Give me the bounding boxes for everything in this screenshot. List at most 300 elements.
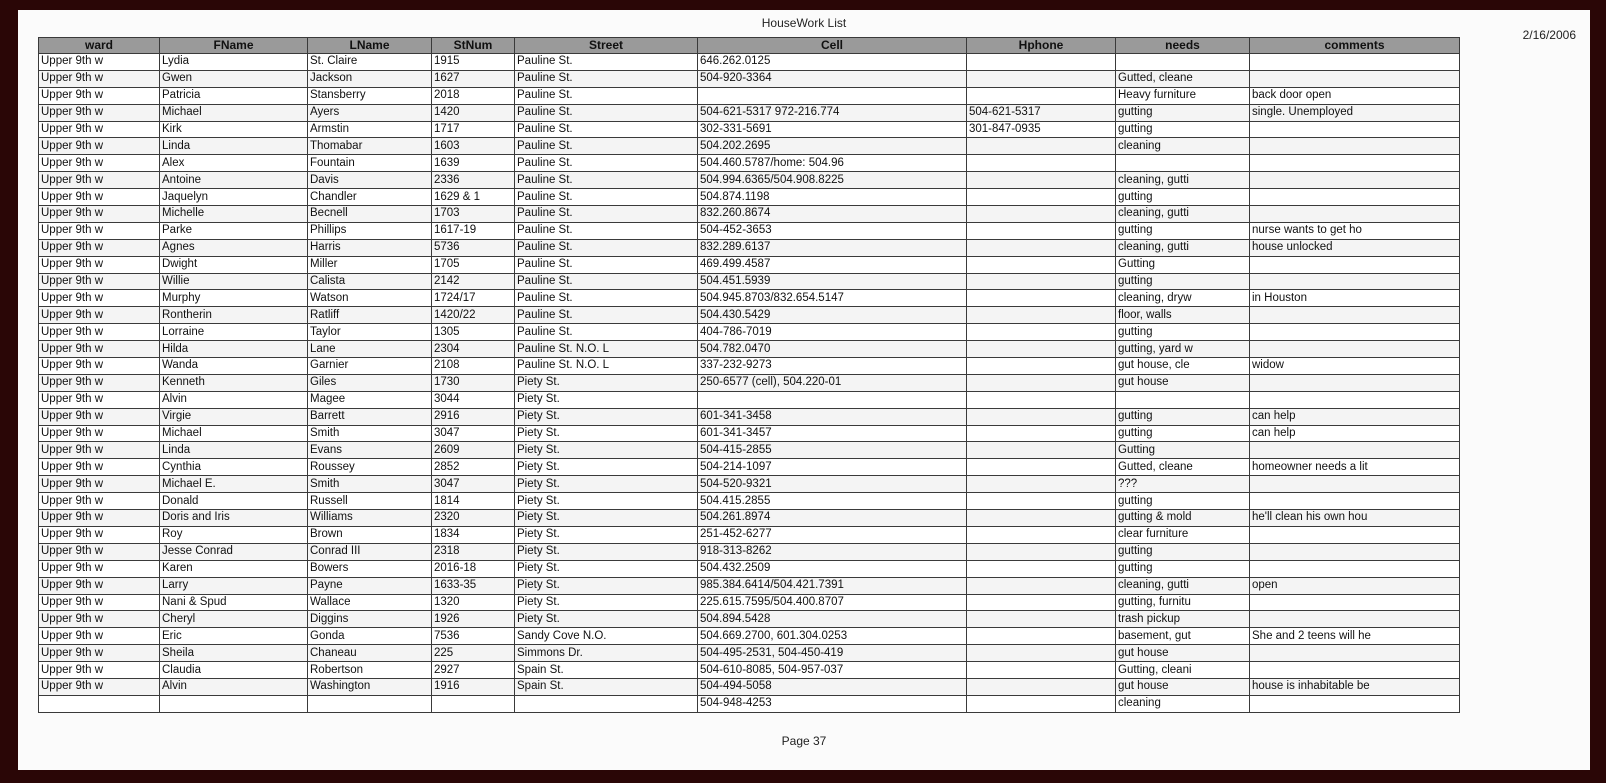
cell-hphone <box>967 425 1116 442</box>
cell-hphone <box>967 662 1116 679</box>
cell-cell: 251-452-6277 <box>698 526 967 543</box>
cell-fname: Lorraine <box>160 324 308 341</box>
cell-needs: gutting, yard w <box>1116 341 1250 358</box>
cell-comments: house is inhabitable be <box>1250 678 1460 695</box>
cell-street: Pauline St. <box>515 273 698 290</box>
cell-needs: Gutting <box>1116 256 1250 273</box>
cell-hphone <box>967 256 1116 273</box>
cell-street: Pauline St. <box>515 324 698 341</box>
cell-ward: Upper 9th w <box>39 543 160 560</box>
cell-fname: Jaquelyn <box>160 189 308 206</box>
cell-street: Piety St. <box>515 510 698 527</box>
document-page <box>18 10 1590 770</box>
cell-ward: Upper 9th w <box>39 358 160 375</box>
cell-lname: Davis <box>308 172 432 189</box>
cell-stnum: 2016-18 <box>432 560 515 577</box>
cell-hphone <box>967 476 1116 493</box>
cell-fname <box>160 695 308 712</box>
cell-comments: homeowner needs a lit <box>1250 459 1460 476</box>
cell-ward <box>39 695 160 712</box>
cell-needs: Gutting, cleani <box>1116 662 1250 679</box>
cell-fname: Alvin <box>160 391 308 408</box>
cell-ward: Upper 9th w <box>39 155 160 172</box>
table-row <box>39 104 1460 121</box>
cell-comments <box>1250 307 1460 324</box>
cell-fname: Parke <box>160 222 308 239</box>
cell-needs: Gutting <box>1116 442 1250 459</box>
cell-comments <box>1250 442 1460 459</box>
cell-cell <box>698 391 967 408</box>
cell-stnum: 1814 <box>432 493 515 510</box>
cell-street: Piety St. <box>515 577 698 594</box>
cell-cell: 504.894.5428 <box>698 611 967 628</box>
cell-cell: 504-920-3364 <box>698 70 967 87</box>
cell-needs <box>1116 155 1250 172</box>
table-row <box>39 324 1460 341</box>
cell-hphone <box>967 560 1116 577</box>
table-row <box>39 560 1460 577</box>
cell-lname: Chaneau <box>308 645 432 662</box>
cell-street: Piety St. <box>515 391 698 408</box>
cell-cell <box>698 87 967 104</box>
cell-street: Pauline St. <box>515 121 698 138</box>
cell-needs: cleaning <box>1116 138 1250 155</box>
cell-cell: 504-494-5058 <box>698 678 967 695</box>
cell-cell: 504-621-5317 972-216.774 <box>698 104 967 121</box>
cell-hphone <box>967 324 1116 341</box>
cell-stnum: 2108 <box>432 358 515 375</box>
cell-street: Pauline St. <box>515 206 698 223</box>
cell-comments <box>1250 138 1460 155</box>
table-row <box>39 70 1460 87</box>
cell-stnum: 2916 <box>432 408 515 425</box>
cell-lname: Barrett <box>308 408 432 425</box>
cell-lname: Gonda <box>308 628 432 645</box>
cell-street: Piety St. <box>515 543 698 560</box>
cell-comments <box>1250 476 1460 493</box>
cell-ward: Upper 9th w <box>39 442 160 459</box>
cell-lname: Williams <box>308 510 432 527</box>
cell-hphone: 504-621-5317 <box>967 104 1116 121</box>
cell-stnum: 1420 <box>432 104 515 121</box>
cell-stnum: 2336 <box>432 172 515 189</box>
cell-fname: Patricia <box>160 87 308 104</box>
cell-lname: Smith <box>308 425 432 442</box>
cell-street: Piety St. <box>515 442 698 459</box>
cell-ward: Upper 9th w <box>39 121 160 138</box>
cell-needs: cleaning, gutti <box>1116 172 1250 189</box>
cell-lname: Phillips <box>308 222 432 239</box>
cell-needs: gutting <box>1116 189 1250 206</box>
cell-needs: cleaning <box>1116 695 1250 712</box>
cell-stnum: 1705 <box>432 256 515 273</box>
cell-street: Spain St. <box>515 662 698 679</box>
table-row <box>39 678 1460 695</box>
cell-ward: Upper 9th w <box>39 307 160 324</box>
cell-stnum: 2852 <box>432 459 515 476</box>
cell-comments <box>1250 324 1460 341</box>
cell-street: Pauline St. <box>515 104 698 121</box>
page-number: Page 37 <box>781 734 827 748</box>
cell-hphone <box>967 577 1116 594</box>
cell-comments <box>1250 662 1460 679</box>
column-header-cell: Cell <box>698 38 967 54</box>
cell-stnum: 1703 <box>432 206 515 223</box>
cell-cell: 504-452-3653 <box>698 222 967 239</box>
cell-street: Piety St. <box>515 594 698 611</box>
cell-stnum: 1305 <box>432 324 515 341</box>
cell-ward: Upper 9th w <box>39 510 160 527</box>
cell-hphone <box>967 87 1116 104</box>
cell-comments <box>1250 695 1460 712</box>
cell-ward: Upper 9th w <box>39 391 160 408</box>
cell-hphone <box>967 155 1116 172</box>
cell-lname: Evans <box>308 442 432 459</box>
cell-street: Piety St. <box>515 459 698 476</box>
cell-stnum: 3047 <box>432 476 515 493</box>
column-header-street: Street <box>515 38 698 54</box>
cell-fname: Larry <box>160 577 308 594</box>
cell-hphone <box>967 341 1116 358</box>
cell-street: Pauline St. <box>515 222 698 239</box>
cell-street: Pauline St. <box>515 307 698 324</box>
cell-fname: Linda <box>160 138 308 155</box>
cell-cell: 504.782.0470 <box>698 341 967 358</box>
cell-fname: Gwen <box>160 70 308 87</box>
column-header-fname: FName <box>160 38 308 54</box>
cell-street: Pauline St. <box>515 172 698 189</box>
cell-lname: Conrad III <box>308 543 432 560</box>
table-row <box>39 138 1460 155</box>
cell-lname: Fountain <box>308 155 432 172</box>
table-row <box>39 307 1460 324</box>
cell-comments <box>1250 189 1460 206</box>
cell-lname: Calista <box>308 273 432 290</box>
cell-comments <box>1250 121 1460 138</box>
cell-street: Sandy Cove N.O. <box>515 628 698 645</box>
table-row <box>39 358 1460 375</box>
cell-cell: 337-232-9273 <box>698 358 967 375</box>
cell-ward: Upper 9th w <box>39 526 160 543</box>
cell-cell: 504.430.5429 <box>698 307 967 324</box>
cell-ward: Upper 9th w <box>39 189 160 206</box>
cell-lname: Harris <box>308 239 432 256</box>
cell-street: Piety St. <box>515 560 698 577</box>
cell-hphone <box>967 54 1116 71</box>
cell-fname: Karen <box>160 560 308 577</box>
cell-fname: Virgie <box>160 408 308 425</box>
cell-comments <box>1250 543 1460 560</box>
cell-lname: Armstin <box>308 121 432 138</box>
cell-comments <box>1250 206 1460 223</box>
cell-ward: Upper 9th w <box>39 408 160 425</box>
column-header-needs: needs <box>1116 38 1250 54</box>
cell-stnum: 1717 <box>432 121 515 138</box>
cell-ward: Upper 9th w <box>39 493 160 510</box>
cell-ward: Upper 9th w <box>39 54 160 71</box>
cell-stnum: 2304 <box>432 341 515 358</box>
cell-cell: 601-341-3458 <box>698 408 967 425</box>
cell-fname: Cheryl <box>160 611 308 628</box>
cell-stnum: 7536 <box>432 628 515 645</box>
cell-hphone <box>967 70 1116 87</box>
cell-stnum: 1633-35 <box>432 577 515 594</box>
cell-street: Piety St. <box>515 476 698 493</box>
cell-lname: Washington <box>308 678 432 695</box>
cell-comments <box>1250 172 1460 189</box>
cell-hphone <box>967 290 1116 307</box>
cell-lname: Brown <box>308 526 432 543</box>
cell-comments <box>1250 155 1460 172</box>
cell-lname: Magee <box>308 391 432 408</box>
cell-lname: Garnier <box>308 358 432 375</box>
table-row <box>39 645 1460 662</box>
cell-comments <box>1250 70 1460 87</box>
cell-ward: Upper 9th w <box>39 290 160 307</box>
cell-cell: 504-520-9321 <box>698 476 967 493</box>
cell-needs: gutting <box>1116 121 1250 138</box>
cell-hphone <box>967 543 1116 560</box>
cell-cell: 918-313-8262 <box>698 543 967 560</box>
cell-cell: 504-610-8085, 504-957-037 <box>698 662 967 679</box>
cell-street: Pauline St. <box>515 87 698 104</box>
cell-stnum: 1926 <box>432 611 515 628</box>
cell-fname: Michael E. <box>160 476 308 493</box>
cell-hphone <box>967 172 1116 189</box>
cell-stnum: 1627 <box>432 70 515 87</box>
cell-fname: Claudia <box>160 662 308 679</box>
cell-ward: Upper 9th w <box>39 577 160 594</box>
cell-hphone <box>967 189 1116 206</box>
cell-comments <box>1250 611 1460 628</box>
cell-comments: open <box>1250 577 1460 594</box>
cell-hphone: 301-847-0935 <box>967 121 1116 138</box>
cell-fname: Alvin <box>160 678 308 695</box>
cell-comments <box>1250 341 1460 358</box>
cell-cell: 250-6577 (cell), 504.220-01 <box>698 374 967 391</box>
cell-fname: Antoine <box>160 172 308 189</box>
cell-needs: gut house <box>1116 678 1250 695</box>
cell-lname: Robertson <box>308 662 432 679</box>
cell-street: Piety St. <box>515 526 698 543</box>
cell-fname: Rontherin <box>160 307 308 324</box>
header-row <box>39 38 1460 54</box>
table-row <box>39 341 1460 358</box>
cell-comments: She and 2 teens will he <box>1250 628 1460 645</box>
cell-lname: Diggins <box>308 611 432 628</box>
cell-needs: gutting <box>1116 408 1250 425</box>
cell-needs: gutting <box>1116 543 1250 560</box>
cell-cell: 225.615.7595/504.400.8707 <box>698 594 967 611</box>
cell-street: Piety St. <box>515 611 698 628</box>
table-row <box>39 543 1460 560</box>
cell-lname: Bowers <box>308 560 432 577</box>
cell-hphone <box>967 408 1116 425</box>
cell-comments <box>1250 493 1460 510</box>
cell-fname: Agnes <box>160 239 308 256</box>
cell-needs: clear furniture <box>1116 526 1250 543</box>
cell-needs: gutting <box>1116 273 1250 290</box>
cell-cell: 504.945.8703/832.654.5147 <box>698 290 967 307</box>
cell-comments <box>1250 645 1460 662</box>
cell-fname: Cynthia <box>160 459 308 476</box>
cell-cell: 504.415.2855 <box>698 493 967 510</box>
document-title: HouseWork List <box>761 16 847 30</box>
cell-hphone <box>967 222 1116 239</box>
cell-stnum: 1617-19 <box>432 222 515 239</box>
cell-ward: Upper 9th w <box>39 628 160 645</box>
column-header-stnum: StNum <box>432 38 515 54</box>
table-row <box>39 493 1460 510</box>
table-body <box>39 54 1460 713</box>
cell-comments <box>1250 594 1460 611</box>
cell-hphone <box>967 628 1116 645</box>
column-header-lname: LName <box>308 38 432 54</box>
cell-fname: Sheila <box>160 645 308 662</box>
cell-lname: Payne <box>308 577 432 594</box>
cell-cell: 504.432.2509 <box>698 560 967 577</box>
cell-ward: Upper 9th w <box>39 425 160 442</box>
table-row <box>39 442 1460 459</box>
cell-fname: Alex <box>160 155 308 172</box>
cell-hphone <box>967 138 1116 155</box>
cell-hphone <box>967 307 1116 324</box>
cell-street: Pauline St. <box>515 54 698 71</box>
cell-cell: 504-948-4253 <box>698 695 967 712</box>
cell-fname: Michael <box>160 425 308 442</box>
cell-lname: Giles <box>308 374 432 391</box>
cell-cell: 469.499.4587 <box>698 256 967 273</box>
cell-ward: Upper 9th w <box>39 104 160 121</box>
cell-needs: trash pickup <box>1116 611 1250 628</box>
cell-comments: in Houston <box>1250 290 1460 307</box>
cell-comments <box>1250 374 1460 391</box>
cell-comments: can help <box>1250 425 1460 442</box>
cell-ward: Upper 9th w <box>39 374 160 391</box>
cell-comments: back door open <box>1250 87 1460 104</box>
cell-comments: nurse wants to get ho <box>1250 222 1460 239</box>
cell-needs: cleaning, dryw <box>1116 290 1250 307</box>
cell-hphone <box>967 526 1116 543</box>
cell-lname: Ayers <box>308 104 432 121</box>
cell-ward: Upper 9th w <box>39 273 160 290</box>
cell-needs: Gutted, cleane <box>1116 70 1250 87</box>
table-row <box>39 408 1460 425</box>
cell-ward: Upper 9th w <box>39 256 160 273</box>
cell-needs <box>1116 391 1250 408</box>
cell-street: Pauline St. <box>515 155 698 172</box>
cell-needs: gutting <box>1116 222 1250 239</box>
cell-stnum: 1420/22 <box>432 307 515 324</box>
cell-street: Pauline St. <box>515 70 698 87</box>
cell-ward: Upper 9th w <box>39 172 160 189</box>
cell-ward: Upper 9th w <box>39 239 160 256</box>
table-row <box>39 695 1460 712</box>
cell-stnum: 3047 <box>432 425 515 442</box>
cell-ward: Upper 9th w <box>39 560 160 577</box>
cell-fname: Wanda <box>160 358 308 375</box>
cell-stnum: 225 <box>432 645 515 662</box>
cell-ward: Upper 9th w <box>39 70 160 87</box>
column-header-ward: ward <box>39 38 160 54</box>
table-row <box>39 87 1460 104</box>
cell-stnum: 1915 <box>432 54 515 71</box>
cell-fname: Murphy <box>160 290 308 307</box>
cell-stnum: 1724/17 <box>432 290 515 307</box>
cell-fname: Hilda <box>160 341 308 358</box>
cell-hphone <box>967 695 1116 712</box>
table-row <box>39 459 1460 476</box>
cell-lname: Lane <box>308 341 432 358</box>
table-row <box>39 628 1460 645</box>
cell-hphone <box>967 594 1116 611</box>
cell-hphone <box>967 374 1116 391</box>
table-row <box>39 611 1460 628</box>
cell-fname: Linda <box>160 442 308 459</box>
cell-lname: Stansberry <box>308 87 432 104</box>
cell-hphone <box>967 459 1116 476</box>
cell-comments <box>1250 391 1460 408</box>
table-row <box>39 662 1460 679</box>
cell-cell: 832.260.8674 <box>698 206 967 223</box>
table-row <box>39 121 1460 138</box>
cell-street: Piety St. <box>515 493 698 510</box>
cell-street: Simmons Dr. <box>515 645 698 662</box>
cell-cell: 504.460.5787/home: 504.96 <box>698 155 967 172</box>
cell-cell: 504.451.5939 <box>698 273 967 290</box>
cell-hphone <box>967 442 1116 459</box>
cell-street: Pauline St. <box>515 256 698 273</box>
table-row <box>39 594 1460 611</box>
cell-needs: Heavy furniture <box>1116 87 1250 104</box>
cell-lname: St. Claire <box>308 54 432 71</box>
cell-comments: house unlocked <box>1250 239 1460 256</box>
cell-fname: Lydia <box>160 54 308 71</box>
cell-needs: gut house, cle <box>1116 358 1250 375</box>
cell-stnum: 3044 <box>432 391 515 408</box>
cell-fname: Kirk <box>160 121 308 138</box>
cell-lname: Russell <box>308 493 432 510</box>
cell-cell: 504.994.6365/504.908.8225 <box>698 172 967 189</box>
cell-ward: Upper 9th w <box>39 87 160 104</box>
cell-fname: Dwight <box>160 256 308 273</box>
cell-lname: Smith <box>308 476 432 493</box>
cell-stnum: 2609 <box>432 442 515 459</box>
cell-stnum: 1320 <box>432 594 515 611</box>
cell-needs <box>1116 54 1250 71</box>
table-row <box>39 273 1460 290</box>
cell-comments: single. Unemployed <box>1250 104 1460 121</box>
cell-fname: Doris and Iris <box>160 510 308 527</box>
cell-street: Pauline St. <box>515 138 698 155</box>
cell-hphone <box>967 206 1116 223</box>
cell-stnum: 1730 <box>432 374 515 391</box>
cell-stnum: 1629 & 1 <box>432 189 515 206</box>
cell-fname: Roy <box>160 526 308 543</box>
table-row <box>39 239 1460 256</box>
cell-comments: he'll clean his own hou <box>1250 510 1460 527</box>
table-row <box>39 256 1460 273</box>
cell-cell: 832.289.6137 <box>698 239 967 256</box>
cell-lname: Chandler <box>308 189 432 206</box>
cell-comments: can help <box>1250 408 1460 425</box>
table-row <box>39 206 1460 223</box>
cell-stnum: 2320 <box>432 510 515 527</box>
cell-ward: Upper 9th w <box>39 222 160 239</box>
cell-hphone <box>967 358 1116 375</box>
cell-needs: gutting, furnitu <box>1116 594 1250 611</box>
cell-stnum: 1916 <box>432 678 515 695</box>
